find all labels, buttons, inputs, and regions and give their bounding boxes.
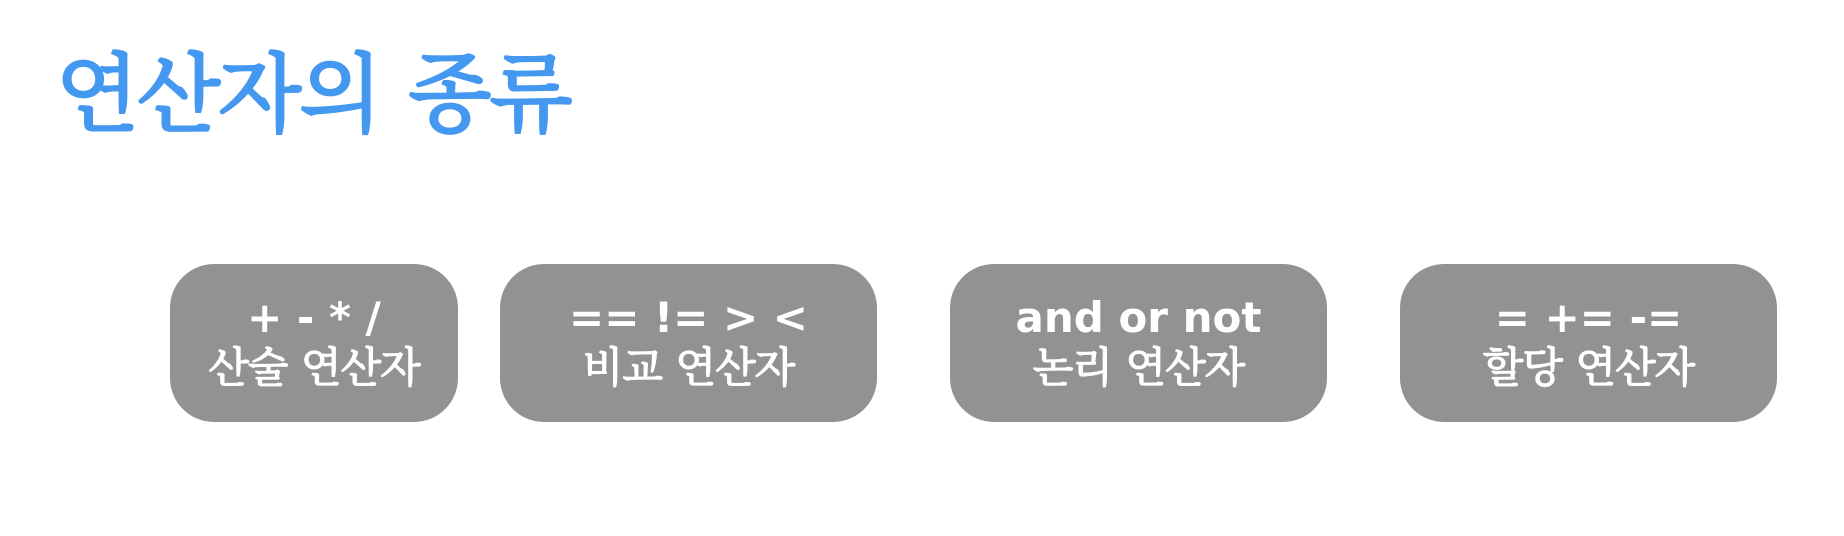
assignment-operators-card [1400,264,1777,422]
comparison-operator-symbols: == != > < [569,293,808,343]
comparison-operators-card [500,264,877,422]
comparison-operator-label: 비교 연산자 [582,343,795,392]
page-title: 연산자의 종류 [56,45,571,145]
arithmetic-operator-label: 산술 연산자 [208,343,420,392]
assignment-operator-label: 할당 연산자 [1482,343,1695,392]
assignment-operator-symbols: = += -= [1494,293,1683,343]
logical-operators-card [950,264,1327,422]
logical-operator-symbols: and or not [1015,293,1262,343]
arithmetic-operators-card [170,264,458,422]
logical-operator-label: 논리 연산자 [1032,343,1245,392]
arithmetic-operator-symbols: + - * / [247,293,381,343]
